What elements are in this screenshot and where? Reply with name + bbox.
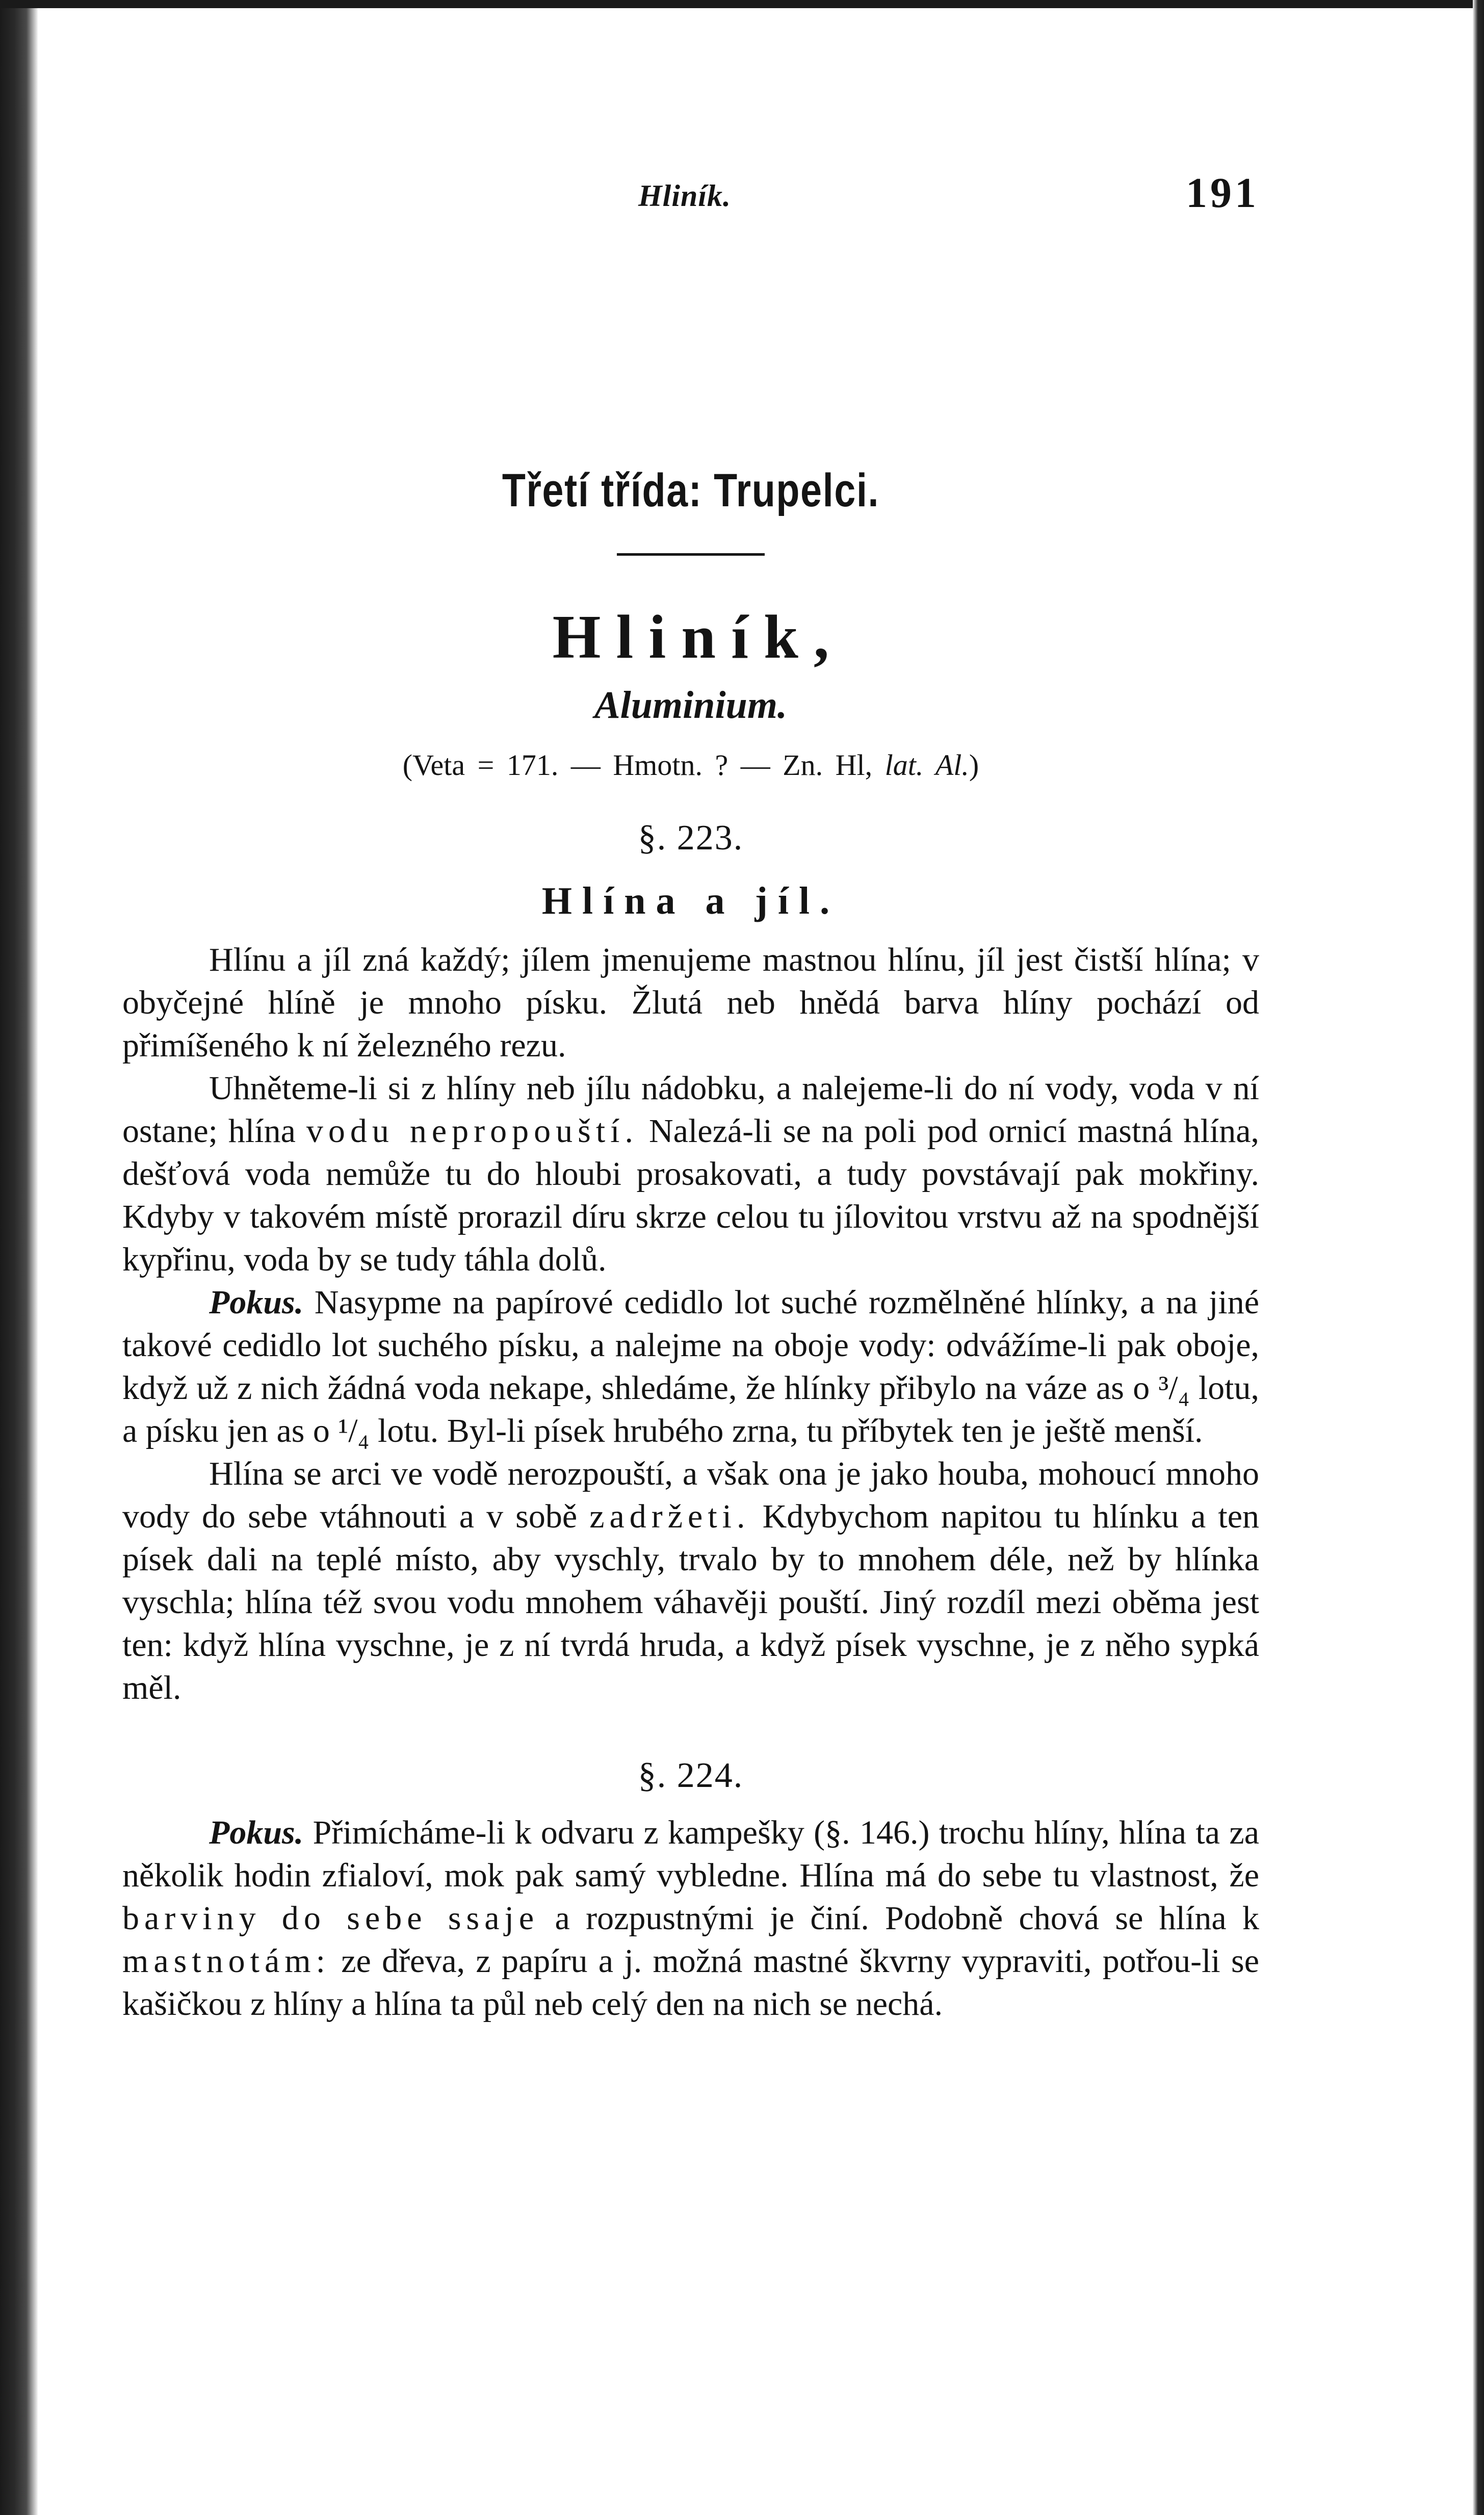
- page-number: 191: [1186, 169, 1259, 217]
- paragraph-clay-water: [122, 1067, 1259, 1281]
- section-223-mark: §. 223.: [638, 818, 744, 858]
- paragraph-clay-water-a: Uhněteme-li si z hlíny neb jílu nádobku, a nalejeme-li do ní vody, voda v ní ostane; hlína: [122, 1070, 1259, 1150]
- scan-edge-top: [0, 0, 1484, 8]
- paragraph-experiment-2-emphasis-1: barviny do sebe ssaje: [122, 1900, 539, 1937]
- paragraph-experiment-2-b: a rozpustnými je činí. Podobně chová se hlína k: [539, 1900, 1259, 1937]
- paragraph-experiment-1-text: Nasypme na papírové cedidlo lot suché rozmělněné hlínky, a na jiné takové cedidlo lot suchého písku, a nalejme na oboje vody: odvážíme-li pak oboje, když už z nich žádná voda nekape, shledáme, že hlínky přibylo na váze as o ³/₄ lotu, a písku jen as o ¹/₄ lotu. Byl-li písek hrubého zrna, tu příbytek ten je ještě menší.: [122, 1284, 1259, 1449]
- paragraph-clay-intro: [122, 939, 1259, 1067]
- section-223-heading: Hlína a jíl.: [541, 879, 840, 922]
- paragraph-experiment-2-c: ze dřeva, z papíru a j. možná mastné škvrny vypraviti, potřou-li se kašičkou z hlíny a hlína ta půl neb celý den na nich se nechá.: [122, 1942, 1259, 2023]
- paragraph-clay-sponge-b: Kdybychom napitou tu hlínku a ten písek dali na teplé místo, aby vyschly, trvalo by to mnohem déle, než by hlínka vyschla; hlína též svou vodu mnohem váhavěji pouští. Jiný rozdíl mezi oběma jest ten: když hlína vyschne, je z ní tvrdá hruda, a když písek vyschne, je z něho sypká měl.: [122, 1498, 1259, 1706]
- element-latin-name: Aluminium.: [594, 684, 788, 727]
- paragraph-clay-sponge-emphasis: zadržeti.: [589, 1498, 750, 1535]
- paragraph-clay-intro-text: Hlínu a jíl zná každý; jílem jmenujeme mastnou hlínu, jíl jest čistší hlína; v obyčejné hlíně je mnoho písku. Žlutá neb hnědá barva hlíny pochází od přimíšeného k ní železného rezu.: [122, 941, 1259, 1064]
- paragraph-experiment-2-a: Přimícháme-li k odvaru z kampešky (§. 146.) trochu hlíny, hlína ta za několik hodin zfialoví, mok pak samý vybledne. Hlína má do sebe tu vlastnost, že: [122, 1814, 1259, 1894]
- running-head: [122, 168, 1259, 219]
- paragraph-experiment-2-emphasis-2: mastnotám:: [122, 1942, 330, 1980]
- element-data-latin: lat. Al.: [884, 748, 969, 782]
- element-data-line: [122, 748, 1259, 782]
- section-224-mark: §. 224.: [638, 1756, 744, 1795]
- paragraph-clay-sponge-a: Hlína se arci ve vodě nerozpouští, a však ona je jako houba, mohoucí mnoho vody do sebe vtáhnouti a v sobě: [122, 1455, 1259, 1535]
- paragraph-clay-sponge: [122, 1453, 1259, 1709]
- book-page: [122, 168, 1259, 2026]
- element-data-close: ): [969, 748, 979, 782]
- title-rule: [617, 553, 765, 556]
- paragraph-clay-water-b: Nalezá-li se na poli pod ornicí mastná hlína, dešťová voda nemůže tu do hloubi prosakovati, a tudy povstávají pak mokřiny. Kdyby v takovém místě prorazil díru skrze celou tu jílovitou vrstvu až na spodnější kypřinu, voda by se tudy táhla dolů.: [122, 1112, 1260, 1278]
- experiment-label-1: Pokus.: [209, 1284, 304, 1321]
- scan-edge-right: [1473, 0, 1484, 2515]
- paragraph-clay-water-emphasis: vodu nepropouští.: [306, 1112, 639, 1150]
- paragraph-experiment-1: [122, 1281, 1259, 1453]
- running-head-title: Hliník.: [638, 179, 732, 213]
- element-data-open: (Veta = 171. — Hmotn. ? — Zn. Hl,: [402, 748, 885, 782]
- class-title: Třetí třída: Trupelci.: [502, 464, 880, 516]
- scan-edge-left: [0, 0, 38, 2515]
- paragraph-experiment-2: [122, 1811, 1259, 2026]
- element-name: Hliník,: [552, 603, 845, 671]
- experiment-label-2: Pokus.: [209, 1814, 304, 1851]
